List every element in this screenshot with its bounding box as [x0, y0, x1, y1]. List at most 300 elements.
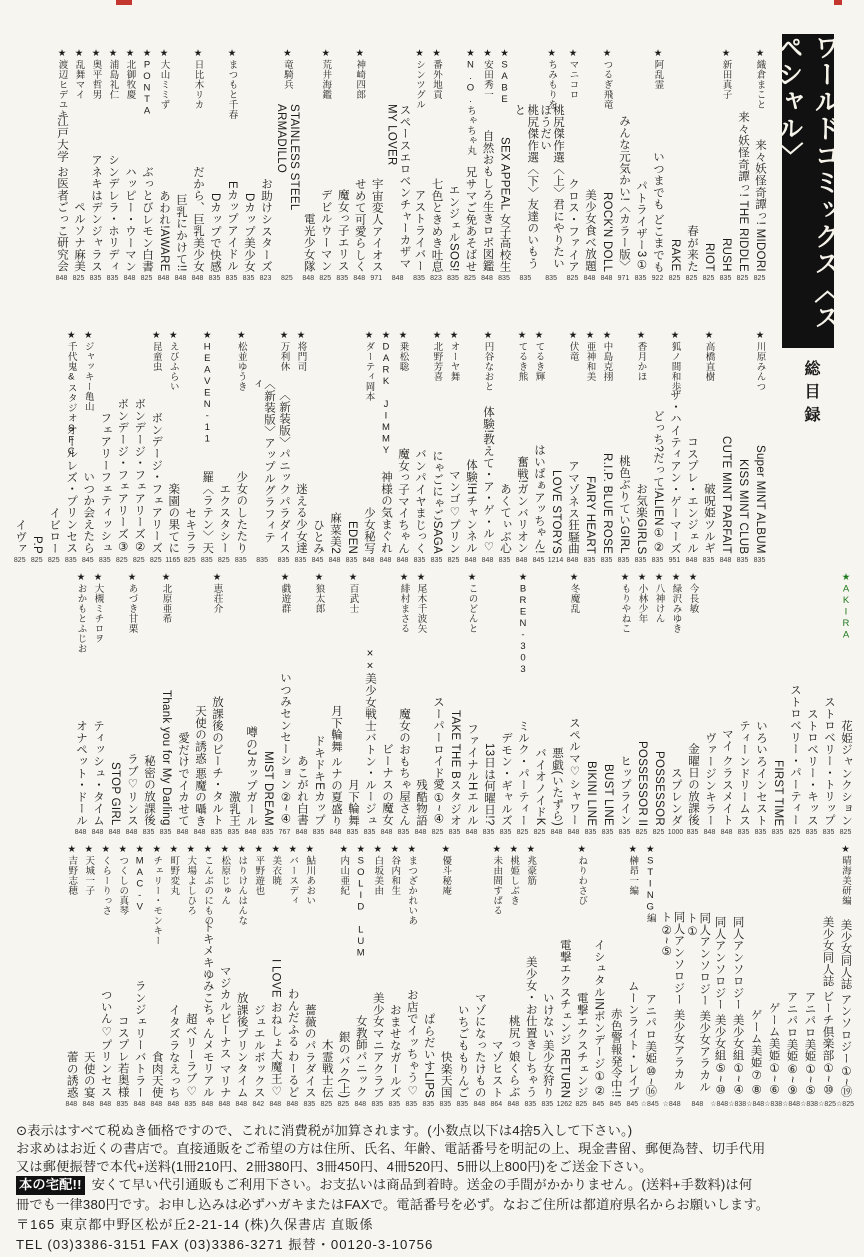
publisher-contact: TEL (03)3386-3151 FAX (03)3386-3271 振替・00120-3-10756: [16, 1236, 434, 1252]
catalog-entry: [454, 844, 471, 1108]
catalog-entry: [106, 572, 123, 836]
price: 825: [115, 557, 128, 564]
catalog-entry: [667, 572, 684, 836]
price: 848: [481, 557, 494, 564]
book-title: 電撃エクスチェンジ RETURN: [558, 938, 571, 1098]
price: 835: [545, 275, 557, 282]
price: 848: [719, 557, 732, 564]
catalog-entry: [428, 330, 445, 564]
price: 848: [380, 829, 393, 836]
entry-body: [414, 779, 427, 836]
price: 835: [64, 557, 77, 564]
price: 1000: [667, 829, 684, 836]
book-title: 女教師パニック: [354, 1015, 367, 1098]
price: 845: [532, 557, 545, 564]
author-name: ★天城一子: [83, 844, 95, 896]
book-title: 桃尻傑作選〈上〉君にやりたいほうだい: [539, 104, 564, 270]
entry-body: [108, 762, 121, 836]
catalog-entry: [225, 572, 242, 836]
entry-body: [719, 238, 732, 282]
book-title: 江戸大学 お医者ごっこ研究会: [55, 115, 68, 272]
catalog-entry: [114, 844, 131, 1108]
entry-body: [754, 720, 767, 836]
price: 835: [822, 829, 835, 836]
price: 848: [99, 1101, 112, 1108]
entry-body: [736, 111, 749, 282]
author-name: ★松原じゅん: [219, 844, 231, 906]
author-name: ★ちみもりを: [546, 48, 558, 110]
entry-body: [822, 696, 835, 836]
author-name: ★えびふらい: [167, 330, 179, 392]
book-title: バンパイヤまじっく: [413, 447, 426, 554]
book-title: コスプレ若奥様: [116, 1015, 129, 1098]
entry-body: [91, 720, 104, 836]
entry-body: [225, 181, 238, 282]
catalog-entry: [344, 572, 361, 836]
price: 848: [354, 1101, 367, 1108]
price: 835: [753, 557, 766, 564]
price: 825: [652, 829, 665, 836]
entry-body: [703, 732, 716, 836]
book-title: Super MINT ALBUM: [753, 445, 766, 554]
book-title: ザ・ハイティアン・ゲーマーズ: [668, 388, 681, 554]
catalog-entry: [411, 48, 428, 282]
catalog-entry: [837, 572, 854, 836]
entry-body: [353, 178, 366, 282]
book-title: 魔女のおもちゃ屋さん: [397, 708, 410, 826]
catalog-entry: [728, 844, 746, 1108]
book-title: 電光少女隊: [302, 213, 315, 272]
price: 835: [448, 829, 461, 836]
author-name: ★吉野志穂: [66, 844, 78, 896]
book-title: ミルク・パーティー: [516, 719, 529, 826]
book-title: スペースエロベンチャーカザマ MY LOVER: [385, 104, 411, 270]
price: 835: [702, 557, 715, 564]
book-title: 迷える少女達: [294, 483, 307, 554]
author-name: ★香月かほ: [635, 330, 647, 382]
price: 835: [618, 829, 631, 836]
author-name: ★N.O.ちゃちゃ丸: [464, 48, 476, 156]
entry-body: [191, 166, 204, 282]
book-title: ジュエルボックス: [252, 1003, 265, 1098]
book-title: エンジェルSOS!: [447, 184, 460, 272]
catalog-entry: [479, 48, 496, 282]
price: ☆848: [662, 1101, 681, 1108]
catalog-entry: [437, 844, 454, 1108]
price: 835: [89, 275, 102, 282]
catalog-entry: [309, 330, 326, 564]
catalog-entry: [121, 48, 138, 282]
book-title: スプレンダ: [669, 767, 682, 826]
catalog-row: [4, 330, 768, 564]
price: 825: [319, 275, 332, 282]
book-title: デビルウーマン: [319, 189, 332, 272]
price: 848: [201, 1101, 214, 1108]
catalog-entry: [326, 330, 343, 564]
book-title: P.P: [31, 536, 44, 554]
book-title: 美少女食べ放題: [583, 189, 596, 272]
entry-body: [719, 436, 732, 564]
book-title: 楽園の果てに: [167, 483, 180, 554]
entry-body: [55, 115, 68, 282]
catalog-entry: [147, 330, 164, 564]
entry-body: [82, 1051, 95, 1108]
author-name: ★番外地貢: [430, 48, 442, 100]
price: 825: [839, 829, 852, 836]
price: 835: [184, 1101, 197, 1108]
book-title: ボンデージ・フェアリーズ: [150, 412, 163, 554]
catalog-entry: [259, 572, 276, 836]
author-name: ★優斗秘庵: [440, 844, 452, 896]
price: ☆845: [640, 1101, 659, 1108]
book-title: あわれ!AWARE: [157, 190, 170, 272]
footer-line-text: 安くて早い代引通販もご利用下さい。お支払いは商品到着時。送金の手間がかかりません。(送料+手数料)は何: [91, 1177, 753, 1193]
catalog-entry: [62, 330, 79, 564]
price: 835: [634, 557, 647, 564]
catalog-entry: [445, 48, 462, 282]
author-name: ★竜騎兵: [281, 48, 293, 90]
catalog-entry: [395, 572, 412, 836]
author-name: ★内山亜紀: [338, 844, 350, 896]
catalog-entry: [72, 572, 89, 836]
price: 835: [397, 829, 410, 836]
price: 835: [242, 275, 255, 282]
author-name: ★織倉まこと: [754, 48, 766, 110]
entry-body: [249, 378, 275, 564]
entry-body: [431, 696, 444, 836]
book-title: いろいろインセスト: [754, 719, 767, 826]
author-name: ★亜神和美: [584, 330, 596, 382]
author-name: ★こんぶのにもの: [202, 844, 214, 926]
catalog-entry: [208, 572, 225, 836]
catalog-entry: [480, 572, 497, 836]
price: 848: [174, 275, 187, 282]
catalog-entry: [343, 330, 360, 564]
price: 835: [651, 557, 664, 564]
catalog-entry: [633, 572, 650, 836]
entry-body: [592, 939, 605, 1108]
entry-body: [319, 189, 332, 282]
entry-body: [345, 521, 358, 564]
price: 848: [362, 557, 375, 564]
book-title: Dカップで快感: [208, 192, 221, 272]
entry-body: [617, 455, 630, 564]
catalog-entry: [710, 844, 728, 1108]
entry-body: [583, 476, 596, 564]
catalog-entry: [615, 330, 632, 564]
book-title: ストロベリー・パーティー: [788, 684, 801, 826]
price: 848: [108, 829, 121, 836]
book-title: R.I.P. BLUE ROSE: [600, 452, 613, 554]
entry-body: [685, 436, 698, 564]
price: 848: [720, 829, 733, 836]
catalog-entry: [531, 572, 548, 836]
price: 835: [405, 1101, 418, 1108]
book-title: Eカップアイドル: [225, 181, 238, 272]
catalog-entry: [820, 572, 837, 836]
entry-body: [746, 1009, 764, 1108]
price: 845: [609, 1101, 622, 1108]
catalog-entry: [11, 330, 28, 564]
author-name: ★浦島礼仁: [107, 48, 119, 100]
entry-body: [686, 743, 699, 836]
book-title: お気楽GIRLS: [634, 482, 647, 554]
book-title: KISS MINT CLUB: [736, 458, 749, 554]
price: 848: [481, 275, 493, 282]
price: 848: [391, 275, 404, 282]
catalog-row: [4, 48, 768, 282]
price: 848: [218, 1101, 231, 1108]
price: 825: [566, 275, 579, 282]
entry-body: [728, 916, 746, 1108]
catalog-entry: [522, 844, 539, 1108]
book-title: スーパーロイド愛①~④: [431, 695, 444, 826]
catalog-entry: [386, 844, 403, 1108]
author-name: ★戯遊群: [279, 572, 291, 614]
catalog-entry: [752, 572, 769, 836]
book-title: ついん♡プリンセス: [99, 989, 112, 1098]
entry-body: [294, 483, 307, 564]
entry-body: [702, 483, 715, 564]
catalog-entry: [130, 330, 147, 564]
catalog-entry: [479, 330, 496, 564]
entry-body: [513, 104, 539, 282]
author-name: ★ジャッキー亀山: [82, 330, 94, 412]
entry-body: [115, 398, 128, 564]
book-title: マジカルビーナス マリナ: [218, 964, 231, 1098]
book-title: 残酷物語: [414, 778, 427, 826]
price: 835: [447, 275, 459, 282]
price: 825: [464, 275, 476, 282]
book-title: イタズラなえっち: [167, 1003, 180, 1098]
entry-body: [456, 1004, 469, 1108]
price: 823: [430, 275, 442, 282]
catalog-entry: [734, 330, 751, 564]
price: 835: [771, 829, 784, 836]
book-title: ××美少女戦士バトン・ルージュ: [363, 648, 376, 826]
catalog-entry: [751, 330, 768, 564]
price: 835: [371, 1101, 384, 1108]
price: 845: [311, 557, 324, 564]
footer-line: ⊙表示はすべて税ぬき価格ですので、これに消費税が加算されます。(小数点以下は4捨5入して下さい。): [16, 1123, 633, 1138]
book-title: ハッピー・ウーマン: [123, 165, 136, 272]
delivery-badge: 本の宅配!!: [16, 1176, 85, 1194]
author-name: ★BREN-303: [517, 572, 529, 676]
price: 835: [422, 1101, 435, 1108]
entry-body: [753, 139, 766, 282]
book-title: 麻菜美2: [328, 511, 341, 554]
author-name: ★チェリー・モンキー: [151, 844, 163, 946]
author-name: ★荒井海鑑: [320, 48, 332, 100]
catalog-entry: [138, 48, 155, 282]
catalog-entry: [181, 330, 198, 564]
book-title: ゲーム美姫①~⑥: [767, 1002, 780, 1097]
entry-body: [65, 1051, 78, 1108]
book-title: RAKE: [668, 239, 681, 272]
entry-body: [167, 1004, 180, 1108]
author-name: ★MAC-V: [134, 844, 146, 913]
entry-body: [448, 710, 461, 836]
book-title: 神様の気まぐれ: [379, 471, 392, 554]
catalog-entry: [275, 330, 292, 564]
catalog-entry: [632, 330, 649, 564]
book-title: あこがれ白書: [295, 755, 308, 826]
author-name: ★ねりわさび: [576, 844, 588, 906]
author-name: ★奥平哲男: [90, 48, 102, 100]
book-title: RUSH: [719, 238, 732, 272]
book-title: ヒップライン: [618, 755, 631, 826]
catalog-entry: [666, 330, 683, 564]
book-title: STAINLESS STEEL ARMADILLO: [274, 104, 300, 211]
catalog-entry: [564, 330, 581, 564]
entry-body: [379, 471, 392, 564]
entry-body: [208, 193, 221, 282]
catalog-entry: [174, 572, 191, 836]
book-title: ボンデージ・フェアリーズ③: [116, 398, 129, 554]
book-title: 放課後プリンタイム: [235, 991, 248, 1098]
catalog-entry: [293, 572, 310, 836]
price: 823: [259, 275, 272, 282]
book-title: いつまでも どこまでも: [651, 150, 664, 272]
price: 848: [566, 557, 579, 564]
catalog-entry: [45, 330, 62, 564]
entry-body: [244, 726, 257, 836]
author-name: ★町野変丸: [168, 844, 180, 896]
price: 848: [550, 829, 563, 836]
author-name: ★HEAVEN-11: [201, 330, 213, 445]
catalog-entry: [257, 48, 274, 282]
entry-body: [234, 471, 247, 564]
author-name: ★美衣暁: [270, 844, 282, 886]
book-title: 少女秘写: [362, 506, 375, 554]
entry-body: [184, 1013, 197, 1108]
book-title: いけない美少女狩り: [541, 991, 554, 1098]
entry-body: [533, 747, 546, 836]
author-name: ★川原みんつ: [754, 330, 766, 392]
book-title: アストライバー: [413, 189, 426, 272]
price: 848: [295, 829, 308, 836]
catalog-entry: [800, 844, 818, 1108]
book-title: オールレズ・プリンセス: [65, 424, 78, 554]
book-title: コスプレ・エンジェル: [685, 436, 698, 554]
catalog-entry: [327, 572, 344, 836]
entry-body: [818, 916, 836, 1108]
author-name: ★新田真子: [720, 48, 732, 100]
entry-body: [303, 1004, 316, 1108]
entry-body: [346, 779, 359, 836]
author-name: ★マニコロ: [567, 48, 579, 100]
price: ☆838: [728, 1101, 747, 1108]
author-name: ★てるき熊: [516, 330, 528, 382]
book-title: どっち?だって!ALIEN①②: [651, 409, 664, 554]
book-title: ROCK'N DOLL: [600, 191, 613, 272]
book-title: いつか会えたら: [82, 471, 95, 554]
entry-body: [140, 166, 153, 282]
book-title: LOVE STORYS: [549, 469, 562, 554]
book-title: 13日は何曜日!?: [482, 743, 495, 826]
price: 835: [256, 557, 268, 564]
catalog-entry: [615, 48, 632, 282]
price: 825: [685, 275, 698, 282]
catalog-entry: [666, 48, 683, 282]
price: 835: [600, 557, 613, 564]
price: ☆825: [836, 1101, 854, 1108]
catalog-entry: [140, 572, 157, 836]
catalog-title: 総目録: [802, 360, 819, 429]
author-name: ★晴海美研編: [840, 844, 851, 906]
catalog-entry: [649, 48, 666, 282]
entry-body: [328, 512, 341, 564]
book-title: アネキはデンジャラス: [89, 154, 102, 272]
book-title: 蕾の誘惑: [65, 1050, 78, 1098]
catalog-entry: [240, 48, 257, 282]
catalog-entry: [599, 572, 616, 836]
author-name: ★もりやねこ: [619, 572, 631, 634]
author-name: ★緑沢みゆき: [670, 572, 682, 634]
price: 864: [490, 1101, 503, 1108]
entry-body: [274, 104, 300, 282]
price: 848: [464, 557, 477, 564]
catalog-entry: [378, 572, 395, 836]
book-title: 破呪姫ツルギ: [702, 483, 715, 554]
entry-body: [218, 965, 231, 1108]
book-title: TAKE THE Bスタジオ: [448, 709, 461, 826]
entry-body: [311, 519, 324, 564]
price: 848: [123, 275, 136, 282]
price: 835: [519, 275, 532, 282]
price: 835: [277, 557, 290, 564]
footer-line: 又は郵便振替で本代+送料(1冊210円、2冊380円、3冊450円、4冊520円、5冊以上800円)をご送金下さい。: [16, 1159, 653, 1175]
price: 848: [133, 1101, 146, 1108]
book-title: ゲーム美姫⑦⑧: [749, 1009, 762, 1097]
author-name: ★北御牧慶: [124, 48, 136, 100]
catalog-entry: [249, 330, 275, 564]
catalog-entry: [530, 330, 547, 564]
footer-line: [16, 1176, 858, 1194]
book-title: トキメキゆみこちゃんメモリアル: [201, 921, 214, 1098]
entry-body: [617, 115, 630, 282]
catalog-entry: [556, 844, 573, 1108]
author-name: ★榊昂一編: [627, 844, 639, 896]
author-name: ★大場よしひろ: [185, 844, 197, 916]
entry-body: [839, 720, 852, 836]
price: ☆825: [818, 1101, 837, 1108]
entry-body: [498, 483, 511, 564]
price: 767: [278, 829, 291, 836]
price: 825: [217, 557, 230, 564]
book-title: 来々妖怪奇譚っ! MIDORI: [753, 139, 766, 272]
catalog-entry: [79, 330, 96, 564]
price: 848: [176, 829, 189, 836]
author-name: ★伏竜: [567, 330, 579, 362]
price: ☆848: [746, 1101, 765, 1108]
catalog-entry: [547, 330, 564, 564]
entry-body: [800, 991, 818, 1108]
catalog-entry: [539, 844, 556, 1108]
author-name: ★狼太郎: [313, 572, 325, 614]
price: 835: [686, 829, 699, 836]
catalog-entry: [649, 330, 666, 564]
price: 835: [210, 829, 223, 836]
catalog-entry: [377, 330, 394, 564]
book-title: ストロベリー・キッス: [805, 708, 818, 826]
price: 825: [788, 829, 801, 836]
entry-body: [159, 690, 172, 836]
catalog-entry: [497, 572, 514, 836]
entry-body: [99, 989, 112, 1108]
author-name: ★万利休: [278, 330, 290, 372]
author-name: ★将門司: [295, 330, 307, 372]
